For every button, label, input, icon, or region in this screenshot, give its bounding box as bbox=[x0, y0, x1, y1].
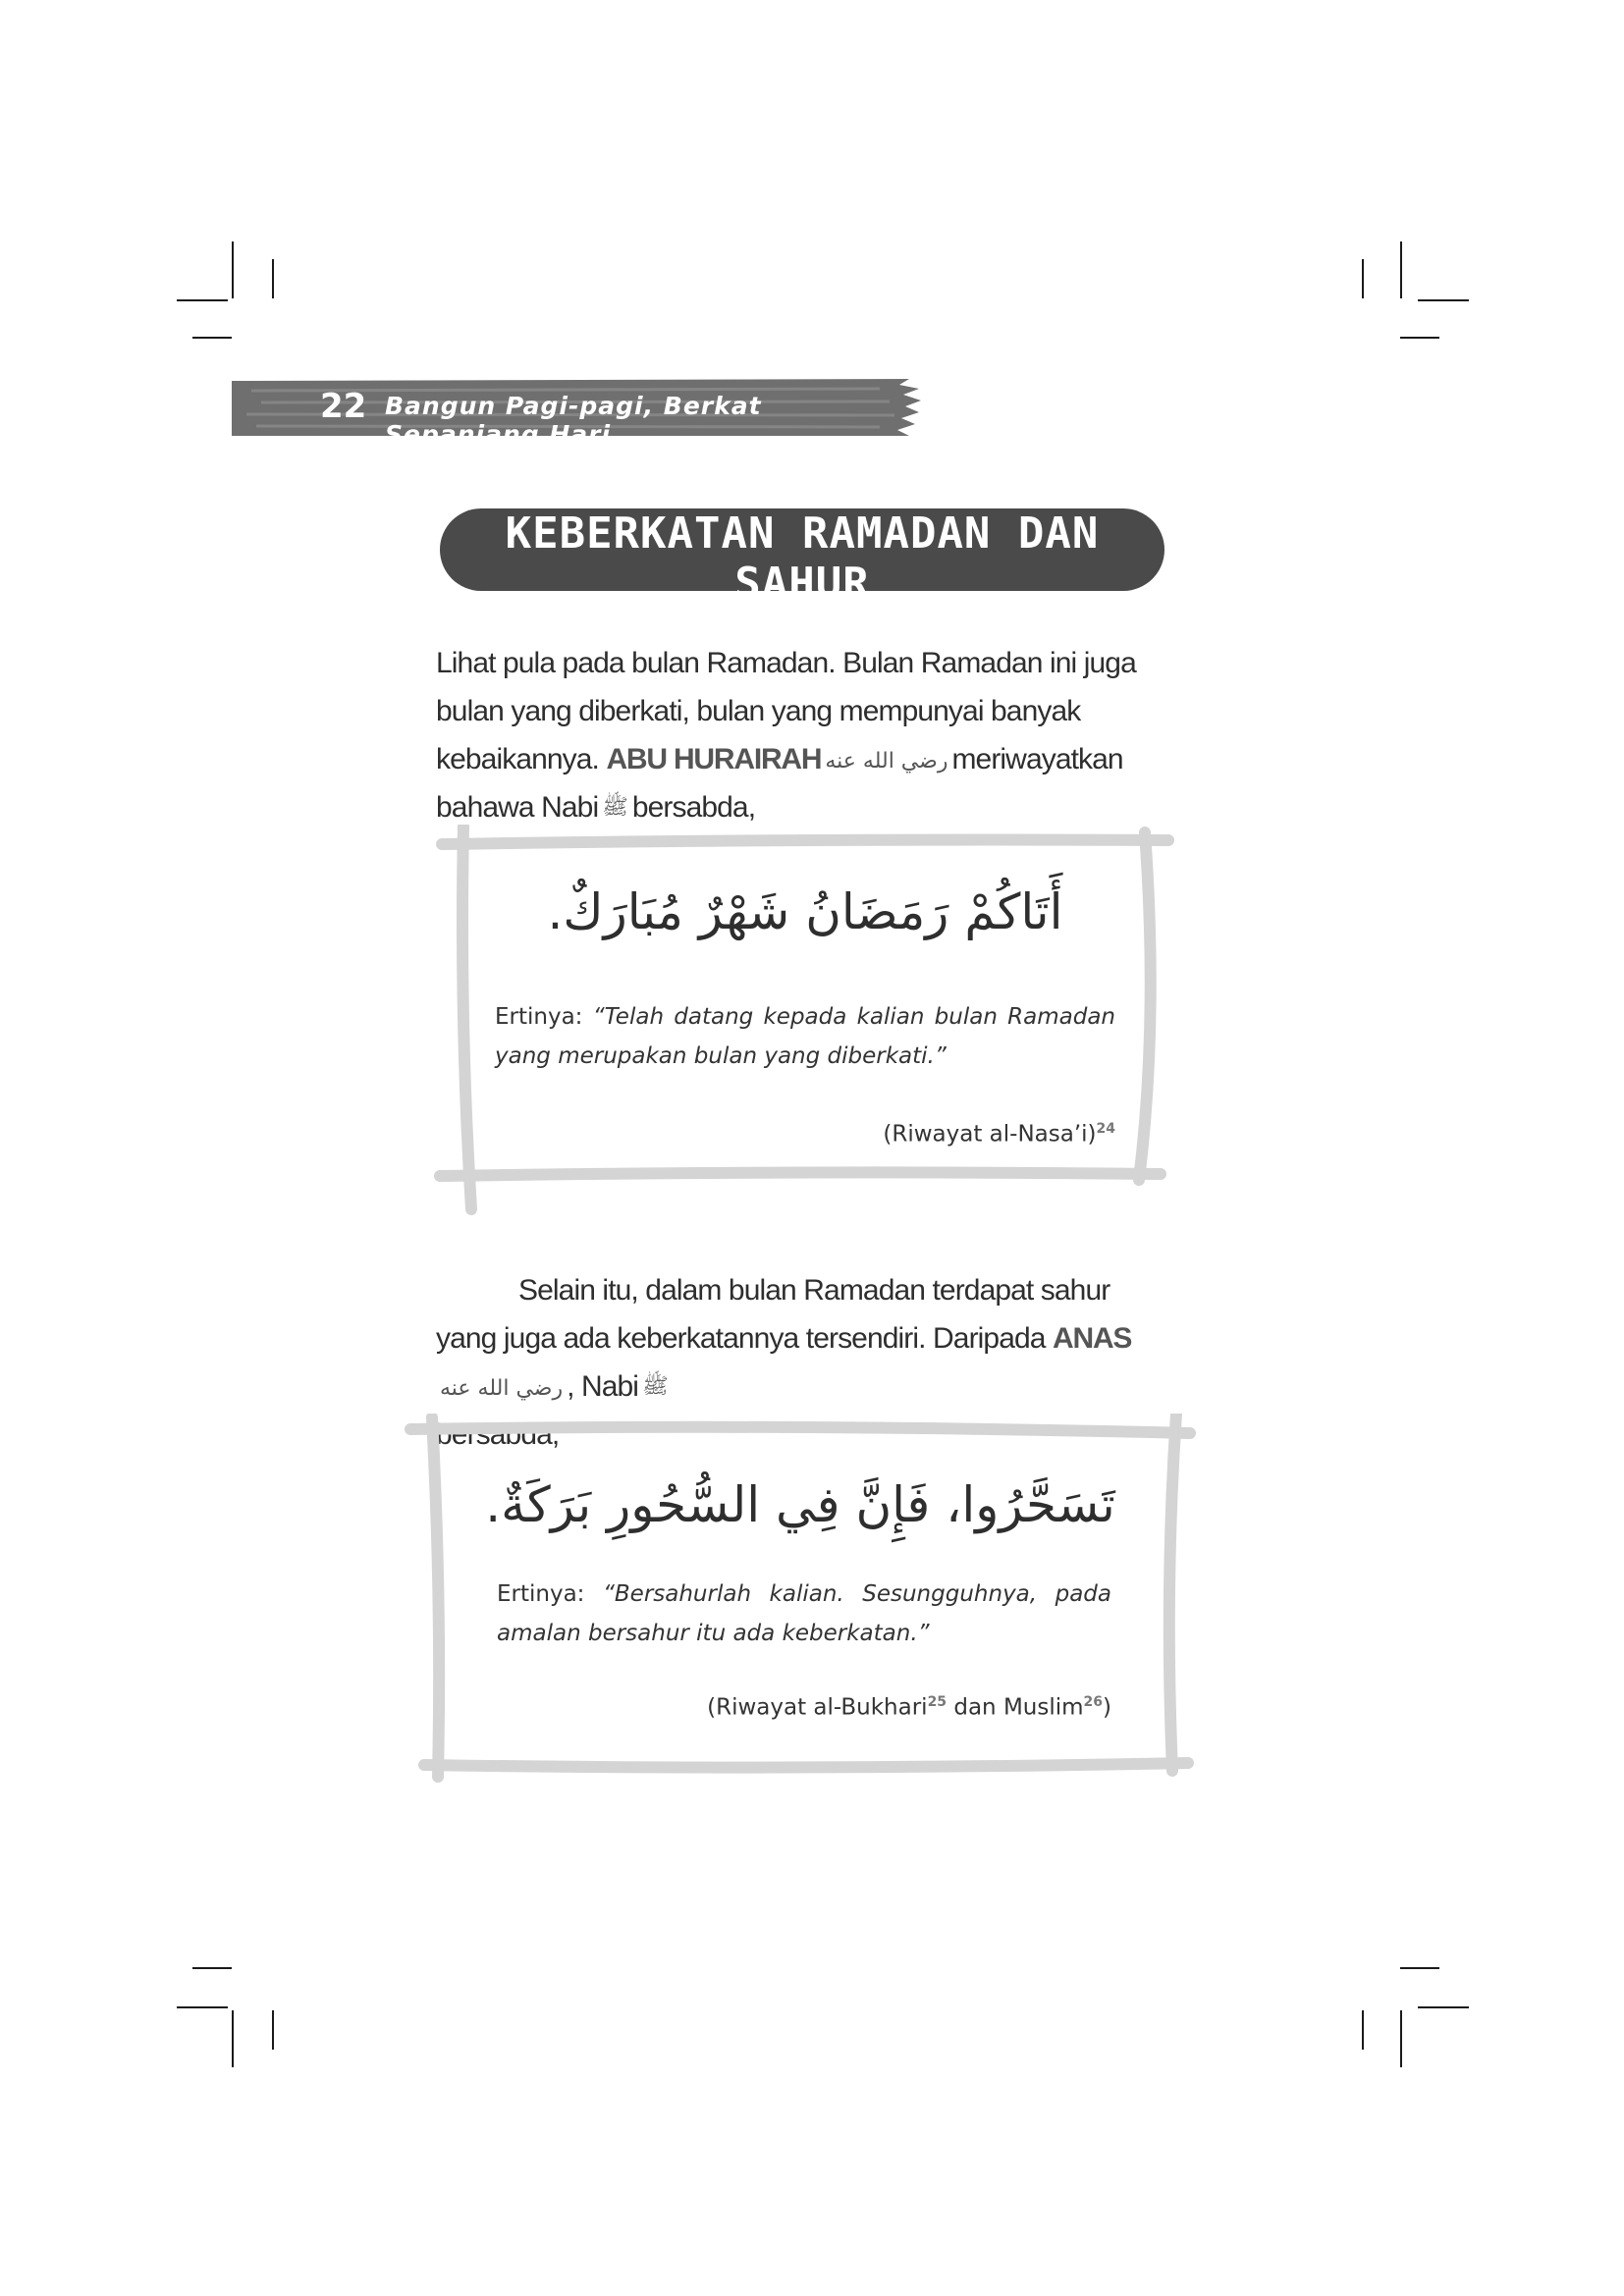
source-text: (Riwayat al-Bukhari bbox=[707, 1694, 928, 1721]
crop-mark bbox=[1362, 259, 1364, 298]
footnote-ref: 26 bbox=[1083, 1694, 1104, 1710]
paragraph-text: Selain itu, dalam bulan Ramadan terdapat sahur yang juga ada keberkatannya tersendiri. Daripada bbox=[436, 1274, 1110, 1355]
paragraph-text: bersabda, bbox=[436, 1418, 560, 1451]
honorific-saw-glyph: ﷺ bbox=[602, 795, 628, 821]
crop-mark bbox=[177, 2006, 228, 2008]
translation-text: “Bersahurlah kalian. Sesungguhnya, pada amalan bersahur itu ada keberkatan.” bbox=[497, 1581, 1111, 1646]
honorific-ra-glyph: رضي الله عنه bbox=[440, 1375, 564, 1401]
paragraph-text: bersabda, bbox=[631, 791, 756, 824]
crop-mark bbox=[1400, 1967, 1439, 1969]
hadith-source bbox=[707, 1694, 1111, 1721]
hadith-source bbox=[883, 1121, 1115, 1148]
crop-mark bbox=[232, 2010, 234, 2067]
crop-mark bbox=[192, 337, 232, 339]
page-number: 22 bbox=[320, 387, 367, 426]
paragraph-text: , Nabi bbox=[567, 1370, 639, 1403]
crop-mark bbox=[1400, 241, 1402, 298]
paragraph-text: Lihat pula pada bulan Ramadan. Bulan Ramadan ini juga bulan yang diberkati, bulan yang mempunyai banyak kebaikannya. bbox=[436, 647, 1136, 775]
crop-mark bbox=[1362, 2010, 1364, 2050]
hadith-arabic-text: أَتَاكُمْ رَمَضَانُ شَهْرٌ مُبَارَكٌ. bbox=[547, 883, 1063, 940]
running-title: Bangun Pagi-pagi, Berkat Sepanjang Hari bbox=[385, 392, 762, 449]
source-text: ) bbox=[1103, 1694, 1111, 1721]
crop-mark bbox=[1400, 337, 1439, 339]
hadith-arabic-text: تَسَحَّرُوا، فَإِنَّ فِي السُّحُورِ بَرَكَةٌ. bbox=[485, 1476, 1115, 1533]
crop-mark bbox=[1400, 2010, 1402, 2067]
hadith-translation bbox=[495, 997, 1115, 1076]
hadith-translation bbox=[497, 1575, 1111, 1653]
section-title: KEBERKATAN RAMADAN DAN SAHUR bbox=[440, 508, 1164, 591]
translation-label: Ertinya: bbox=[495, 1004, 583, 1030]
body-paragraph bbox=[436, 639, 1170, 831]
honorific-ra-glyph: رضي الله عنه bbox=[825, 748, 948, 774]
honorific-saw-glyph: ﷺ bbox=[642, 1374, 669, 1400]
running-head bbox=[232, 379, 923, 449]
crop-mark bbox=[192, 1967, 232, 1969]
source-text: (Riwayat al-Nasa’i) bbox=[883, 1121, 1097, 1148]
narrator-name: ABU HURAIRAH bbox=[606, 743, 822, 775]
crop-mark bbox=[1418, 299, 1469, 301]
crop-mark bbox=[1418, 2006, 1469, 2008]
crop-mark bbox=[177, 299, 228, 301]
crop-mark bbox=[272, 2010, 274, 2050]
source-text: dan Muslim bbox=[953, 1694, 1084, 1721]
narrator-name: ANAS bbox=[1053, 1322, 1132, 1355]
crop-mark bbox=[272, 259, 274, 298]
translation-label: Ertinya: bbox=[497, 1581, 585, 1607]
translation-text: “Telah datang kepada kalian bulan Ramadan yang merupakan bulan yang diberkati.” bbox=[495, 1004, 1116, 1069]
hadith-box bbox=[403, 1414, 1198, 1787]
crop-mark bbox=[232, 241, 234, 298]
footnote-ref: 24 bbox=[1096, 1121, 1115, 1137]
hadith-box bbox=[432, 825, 1178, 1217]
footnote-ref: 25 bbox=[927, 1694, 947, 1710]
paragraph-text: meriwayatkan bahawa Nabi bbox=[436, 743, 1123, 824]
